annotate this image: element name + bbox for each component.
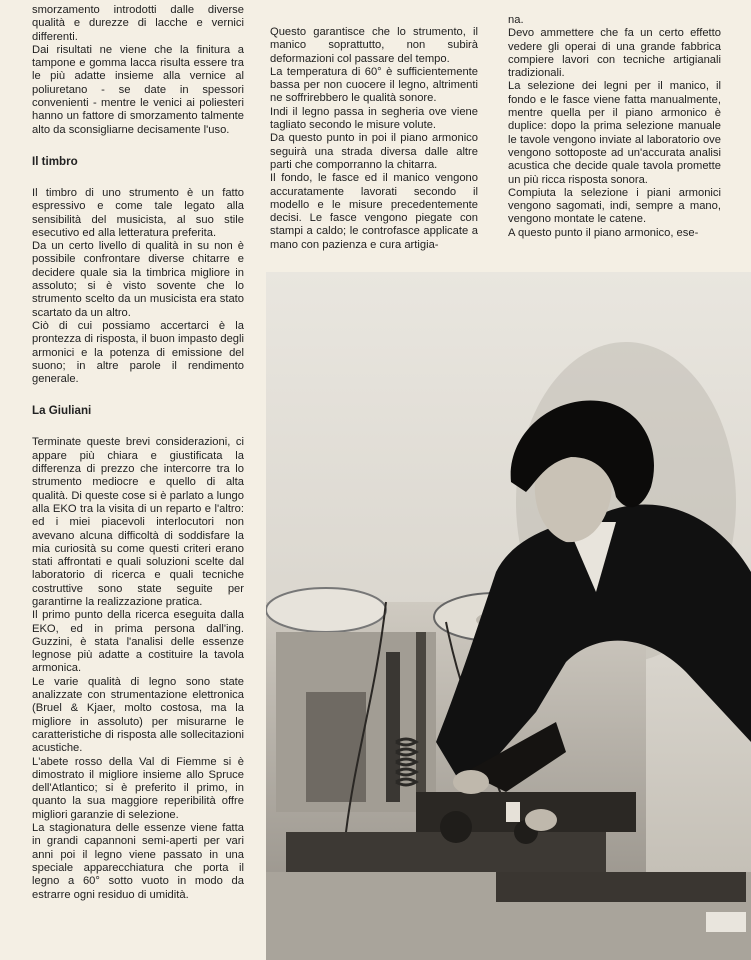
paragraph: Questo garantisce che lo strumento, il manico soprattutto, non subirà deformazioni col passare del tempo. xyxy=(270,26,478,65)
text-column-2 xyxy=(270,26,478,252)
paragraph: Il fondo, le fasce ed il manico vengono accuratamente lavorati secondo il modello e le misure precedentemente decisi. Le fasce vengono piegate con stampi a caldo; le controfasce applicate a mano con pazienza e cura artigia- xyxy=(270,172,478,251)
workshop-photo xyxy=(266,272,751,960)
section-heading-giuliani: La Giuliani xyxy=(32,404,92,418)
paragraph: Il primo punto della ricerca eseguita dalla EKO, ed in prima persona dall'ing. Guzzini, è stata l'analisi delle essenze legnose più adatte a costituire la tavola armonica. xyxy=(32,609,244,675)
paragraph: Da un certo livello di qualità in su non è possibile confrontare diverse chitarre e decidere quale sia la timbrica migliore in assoluto; si è visto sovente che lo strumento scelto da un musicista era stato scartato da un altro. xyxy=(32,240,244,319)
paragraph: L'abete rosso della Val di Fiemme si è dimostrato il migliore insieme allo Spruce dell'Atlantico; si è preferito il primo, in quanto la sua maggiore reperibilità offre migliori garanzie di selezione. xyxy=(32,755,244,821)
paragraph: Devo ammettere che fa un certo effetto vedere gli operai di una grande fabbrica compiere lavori con tecniche artigianali tradizionali. xyxy=(508,27,721,80)
paragraph: Ciò di cui possiamo accertarci è la prontezza di risposta, il buon impasto degli armonici e la potenza di emissione del suono; in altre parole il rendimento generale. xyxy=(32,319,244,386)
text-column-1 xyxy=(32,4,244,902)
paragraph: na. xyxy=(508,14,524,26)
paragraph: Da questo punto in poi il piano armonico seguirà una strada diversa dalle altre parti che comporranno la chitarra. xyxy=(270,132,478,171)
text-column-3 xyxy=(508,14,721,240)
paragraph: Il timbro di uno strumento è un fatto espressivo e come tale legato alla sensibilità del musicista, al suo stile esecutivo ed alla letteratura preferita. xyxy=(32,186,244,239)
paragraph: Compiuta la selezione i piani armonici vengono sagomati, indi, sempre a mano, vengono montate le catene. xyxy=(508,186,721,226)
machine-disc-left xyxy=(266,588,386,632)
paragraph: La temperatura di 60° è sufficientemente bassa per non cuocere il legno, altrimenti ne soffrirebbero le qualità sonore. xyxy=(270,65,478,105)
paragraph: Indi il legno passa in segheria ove viene tagliato secondo le misure volute. xyxy=(270,105,478,132)
paragraph: smorzamento introdotti dalle diverse qualità e durezze di lacche e vernici differenti. xyxy=(32,4,244,43)
paragraph: A questo punto il piano armonico, ese- xyxy=(508,226,699,239)
paragraph: Terminate queste brevi considerazioni, ci appare più chiara e giustificata la differenza di prezzo che intercorre tra lo strumento mediocre e quello di alta qualità. Di queste cose si è parlato a lungo alla EKO tra la visita di un reparto e l'altro: ed i miei piacevoli interlocutori non avevano alcuna difficoltà di soddisfare la mia curiosità su come questi criteri erano stati affrontati e quali soluzioni scelte dal laboratorio di ricerca e quali tecniche costruttive sono state seguite per garantirne la realizzazione pratica. xyxy=(32,436,244,608)
paragraph: Le varie qualità di legno sono state analizzate con strumentazione elettronica (Bruel & Kjaer, molto costosa, ma la migliore in assoluto) per misurarne le caratteristiche di risposta alle sollecitazioni acustiche. xyxy=(32,675,244,755)
paragraph: Dai risultati ne viene che la finitura a tampone e gomma lacca risulta essere tra le più adatte insieme alla vernice al poliuretano - se date in spessori convenienti - mentre le venici ai poliesteri hanno un fattore di smorzamento talmente alto da sconsigliarne decisamente l'uso. xyxy=(32,43,244,136)
paragraph: La stagionatura delle essenze viene fatta in grandi capannoni semi-aperti per vari anni poi il legno viene passato in una speciale apparecchiatura che porta il legno a 60° sotto vuoto in modo da estrarre ogni residuo di umidità. xyxy=(32,822,244,901)
paragraph: La selezione dei legni per il manico, il fondo e le fasce viene fatta manualmente, mentre quella per il piano armonico è duplice: dopo la prima selezione manuale le tavole vengono inviate al laboratorio ove vengono sottoposte ad un'accurata analisi acustica che decide quale tavola promette un più ricca risposta sonora. xyxy=(508,80,721,186)
section-heading-timbro: Il timbro xyxy=(32,154,78,168)
